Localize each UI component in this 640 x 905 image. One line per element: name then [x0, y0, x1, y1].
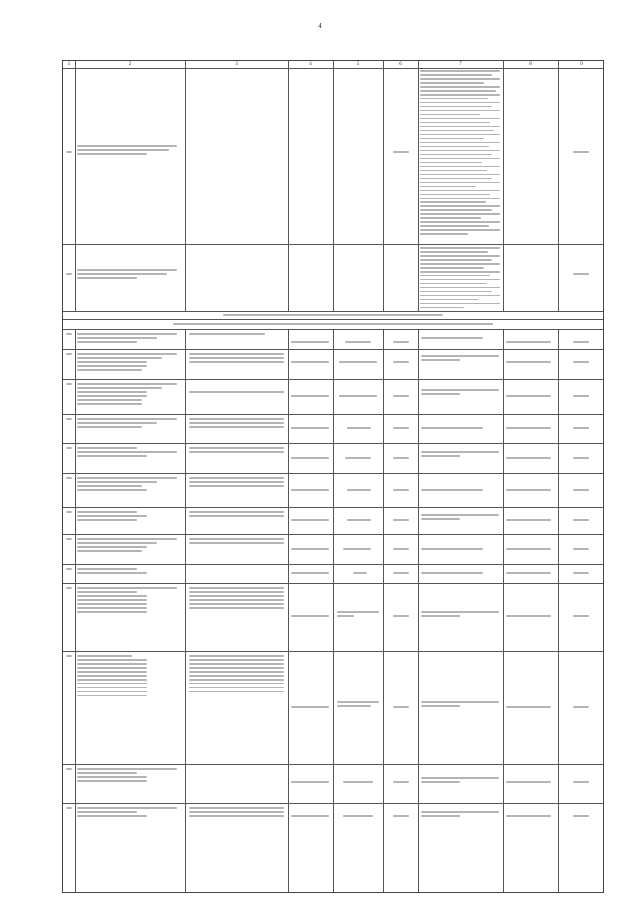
- text-placeholder: [66, 333, 72, 337]
- row-divider: [63, 651, 603, 652]
- column-number: 8: [529, 62, 532, 67]
- text-placeholder: [173, 323, 493, 327]
- column-divider: [333, 61, 334, 892]
- text-placeholder: [66, 511, 72, 515]
- row-divider: [63, 244, 603, 245]
- text-placeholder: [189, 655, 284, 695]
- text-placeholder: [189, 477, 284, 489]
- column-divider: [185, 61, 186, 892]
- text-placeholder: [337, 611, 379, 619]
- text-placeholder: [291, 457, 329, 461]
- row-divider: [63, 534, 603, 535]
- text-placeholder: [77, 568, 177, 576]
- text-placeholder: [343, 781, 373, 785]
- text-placeholder: [573, 273, 589, 277]
- text-placeholder: [573, 457, 589, 461]
- text-placeholder: [506, 706, 551, 710]
- row-divider: [63, 379, 603, 380]
- text-placeholder: [506, 615, 551, 619]
- text-placeholder: [77, 145, 177, 157]
- text-placeholder: [420, 70, 500, 237]
- text-placeholder: [393, 572, 409, 576]
- row-divider: [63, 803, 603, 804]
- column-number: 1: [67, 62, 71, 67]
- text-placeholder: [77, 418, 177, 430]
- text-placeholder: [421, 355, 499, 363]
- text-placeholder: [573, 519, 589, 523]
- row-divider: [63, 473, 603, 474]
- text-placeholder: [347, 519, 371, 523]
- text-placeholder: [421, 451, 499, 459]
- text-placeholder: [291, 548, 329, 552]
- text-placeholder: [506, 781, 551, 785]
- page-number: 4: [318, 22, 322, 30]
- text-placeholder: [77, 511, 177, 523]
- text-placeholder: [573, 427, 589, 431]
- text-placeholder: [66, 568, 72, 572]
- text-placeholder: [393, 457, 409, 461]
- column-divider: [75, 61, 76, 892]
- row-divider: [63, 414, 603, 415]
- text-placeholder: [420, 247, 500, 311]
- text-placeholder: [573, 341, 589, 345]
- text-placeholder: [573, 361, 589, 365]
- text-placeholder: [77, 269, 177, 281]
- text-placeholder: [421, 337, 499, 341]
- text-placeholder: [393, 781, 409, 785]
- text-placeholder: [421, 811, 499, 819]
- text-placeholder: [66, 383, 72, 387]
- text-placeholder: [343, 815, 373, 819]
- text-placeholder: [66, 273, 72, 277]
- text-placeholder: [421, 611, 499, 619]
- text-placeholder: [66, 655, 72, 659]
- text-placeholder: [291, 341, 329, 345]
- text-placeholder: [291, 519, 329, 523]
- document-table: [62, 60, 604, 893]
- text-placeholder: [77, 768, 177, 784]
- text-placeholder: [189, 511, 284, 519]
- text-placeholder: [393, 706, 409, 710]
- text-placeholder: [291, 706, 329, 710]
- text-placeholder: [291, 572, 329, 576]
- text-placeholder: [77, 477, 177, 493]
- row-divider: [63, 68, 603, 69]
- text-placeholder: [347, 489, 371, 493]
- text-placeholder: [421, 514, 499, 522]
- text-placeholder: [66, 353, 72, 357]
- text-placeholder: [66, 447, 72, 451]
- text-placeholder: [77, 807, 177, 819]
- row-divider: [63, 329, 603, 330]
- column-divider: [503, 61, 504, 892]
- text-placeholder: [393, 815, 409, 819]
- text-placeholder: [77, 383, 177, 407]
- text-placeholder: [337, 701, 379, 709]
- text-placeholder: [393, 519, 409, 523]
- column-divider: [418, 61, 419, 892]
- text-placeholder: [421, 489, 499, 493]
- text-placeholder: [189, 807, 284, 819]
- text-placeholder: [77, 655, 177, 699]
- text-placeholder: [421, 572, 499, 576]
- text-placeholder: [506, 489, 551, 493]
- text-placeholder: [291, 781, 329, 785]
- text-placeholder: [291, 615, 329, 619]
- text-placeholder: [223, 314, 443, 318]
- text-placeholder: [291, 815, 329, 819]
- text-placeholder: [393, 489, 409, 493]
- text-placeholder: [506, 395, 551, 399]
- text-placeholder: [393, 341, 409, 345]
- row-divider: [63, 583, 603, 584]
- text-placeholder: [343, 548, 371, 552]
- text-placeholder: [353, 572, 367, 576]
- column-number: 9: [580, 62, 583, 67]
- text-placeholder: [339, 361, 377, 365]
- text-placeholder: [421, 777, 499, 785]
- text-placeholder: [506, 572, 551, 576]
- column-number: 4: [309, 62, 312, 67]
- text-placeholder: [77, 333, 177, 345]
- column-number: 7: [459, 62, 462, 67]
- text-placeholder: [393, 548, 409, 552]
- text-placeholder: [77, 538, 177, 554]
- row-divider: [63, 443, 603, 444]
- text-placeholder: [77, 447, 177, 459]
- text-placeholder: [189, 353, 284, 365]
- row-divider: [63, 564, 603, 565]
- text-placeholder: [291, 361, 329, 365]
- text-placeholder: [291, 489, 329, 493]
- row-divider: [63, 507, 603, 508]
- text-placeholder: [573, 572, 589, 576]
- text-placeholder: [573, 781, 589, 785]
- text-placeholder: [421, 548, 499, 552]
- text-placeholder: [506, 519, 551, 523]
- text-placeholder: [421, 701, 499, 709]
- column-divider: [558, 61, 559, 892]
- text-placeholder: [291, 427, 329, 431]
- text-placeholder: [77, 353, 177, 373]
- text-placeholder: [189, 418, 284, 430]
- text-placeholder: [573, 706, 589, 710]
- text-placeholder: [339, 395, 377, 399]
- text-placeholder: [66, 538, 72, 542]
- text-placeholder: [421, 389, 499, 397]
- text-placeholder: [506, 457, 551, 461]
- text-placeholder: [506, 361, 551, 365]
- text-placeholder: [66, 418, 72, 422]
- text-placeholder: [345, 457, 371, 461]
- text-placeholder: [189, 447, 284, 455]
- text-placeholder: [345, 341, 371, 345]
- row-divider: [63, 764, 603, 765]
- text-placeholder: [573, 151, 589, 155]
- row-divider: [63, 349, 603, 350]
- column-number: 3: [235, 62, 238, 67]
- text-placeholder: [393, 395, 409, 399]
- text-placeholder: [393, 361, 409, 365]
- text-placeholder: [421, 427, 499, 431]
- text-placeholder: [393, 615, 409, 619]
- text-placeholder: [189, 391, 284, 395]
- text-placeholder: [393, 427, 409, 431]
- text-placeholder: [66, 587, 72, 591]
- text-placeholder: [291, 395, 329, 399]
- column-divider: [383, 61, 384, 892]
- text-placeholder: [189, 333, 284, 337]
- column-divider: [288, 61, 289, 892]
- text-placeholder: [66, 768, 72, 772]
- text-placeholder: [506, 548, 551, 552]
- text-placeholder: [573, 615, 589, 619]
- text-placeholder: [573, 489, 589, 493]
- text-placeholder: [506, 341, 551, 345]
- text-placeholder: [506, 815, 551, 819]
- column-number: 5: [356, 62, 360, 67]
- column-number: 2: [128, 62, 132, 67]
- text-placeholder: [189, 538, 284, 546]
- text-placeholder: [393, 151, 409, 155]
- text-placeholder: [77, 587, 177, 615]
- text-placeholder: [66, 151, 72, 155]
- text-placeholder: [573, 815, 589, 819]
- text-placeholder: [189, 587, 284, 611]
- text-placeholder: [66, 807, 72, 811]
- column-number: 6: [399, 62, 402, 67]
- text-placeholder: [506, 427, 551, 431]
- text-placeholder: [573, 395, 589, 399]
- text-placeholder: [347, 427, 371, 431]
- text-placeholder: [66, 477, 72, 481]
- text-placeholder: [573, 548, 589, 552]
